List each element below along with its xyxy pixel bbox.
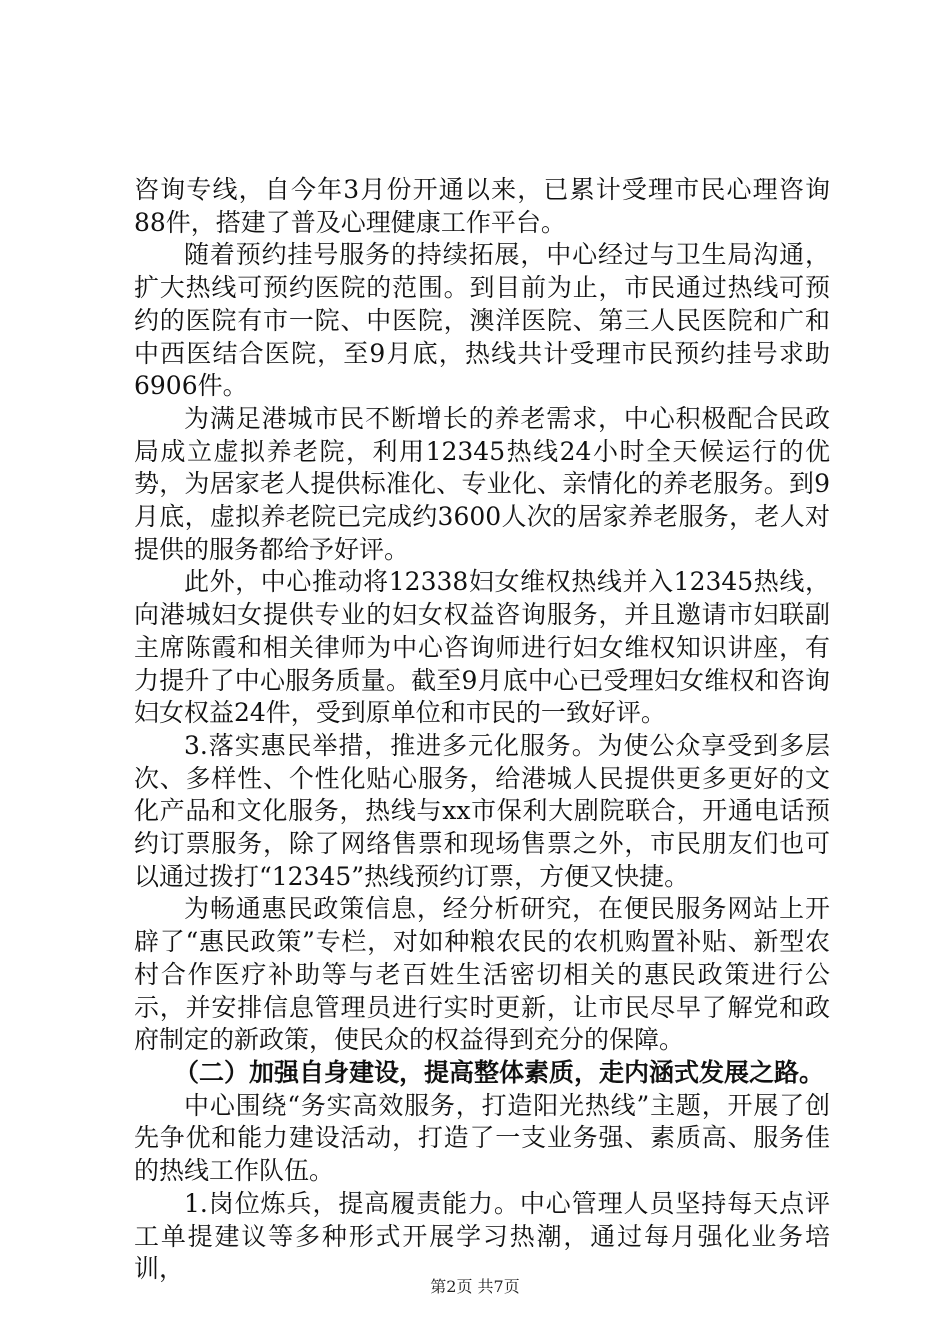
- paragraph-virtual-elderly-care: 为满足港城市民不断增长的养老需求，中心积极配合民政局成立虚拟养老院，利用12345热线24小时全天候运行的优势，为居家老人提供标准化、专业化、亲情化的养老服务。到9月底，虚拟养老院已完成约3600人次的居家养老服务，老人对提供的服务都给予好评。: [134, 403, 830, 564]
- paragraph-hospital-appointments: 随着预约挂号服务的持续拓展，中心经过与卫生局沟通，扩大热线可预约医院的范围。到目前为止，市民通过热线可预约的医院有市一院、中医院，澳洋医院、第三人民医院和广和中西医结合医院，至9月底，热线共计受理市民预约挂号求助6906件。: [134, 240, 830, 401]
- paragraph-team-building: 中心围绕“务实高效服务，打造阳光热线”主题，开展了创先争优和能力建设活动，打造了一支业务强、素质高、服务佳的热线工作队伍。: [134, 1090, 830, 1186]
- paragraph-psychological-hotline: 咨询专线，自今年3月份开通以来，已累计受理市民心理咨询88件，搭建了普及心理健康工作平台。: [134, 175, 830, 237]
- paragraph-policy-column: 为畅通惠民政策信息，经分析研究，在便民服务网站上开辟了“惠民政策”专栏，对如种粮农民的农机购置补贴、新型农村合作医疗补助等与老百姓生活密切相关的惠民政策进行公示，并安排信息管理员进行实时更新，让市民尽早了解党和政府制定的新政策，使民众的权益得到充分的保障。: [134, 894, 830, 1055]
- section-heading: （二）加强自身建设，提高整体素质，走内涵式发展之路。: [174, 1057, 825, 1087]
- paragraph-job-training: 1.岗位炼兵，提高履责能力。中心管理人员坚持每天点评工单提建议等多种形式开展学习热潮，通过每月强化业务培训，: [134, 1188, 830, 1284]
- paragraph-diversified-services: 3.落实惠民举措，推进多元化服务。为使公众享受到多层次、多样性、个性化贴心服务，给港城人民提供更多更好的文化产品和文化服务，热线与xx市保利大剧院联合，开通电话预约订票服务，除了网络售票和现场售票之外，市民朋友们也可以通过拨打“12345”热线预约订票，方便又快捷。: [134, 730, 830, 891]
- page-footer: 第2页 共7页: [430, 1277, 520, 1296]
- paragraph-womens-rights-hotline: 此外，中心推动将12338妇女维权热线并入12345热线，向港城妇女提供专业的妇女权益咨询服务，并且邀请市妇联副主席陈霞和相关律师为中心咨询师进行妇女维权知识讲座，有力提升了中心服务质量。截至9月底中心已受理妇女维权和咨询妇女权益24件，受到原单位和市民的一致好评。: [134, 567, 830, 728]
- document-body: [134, 174, 830, 1286]
